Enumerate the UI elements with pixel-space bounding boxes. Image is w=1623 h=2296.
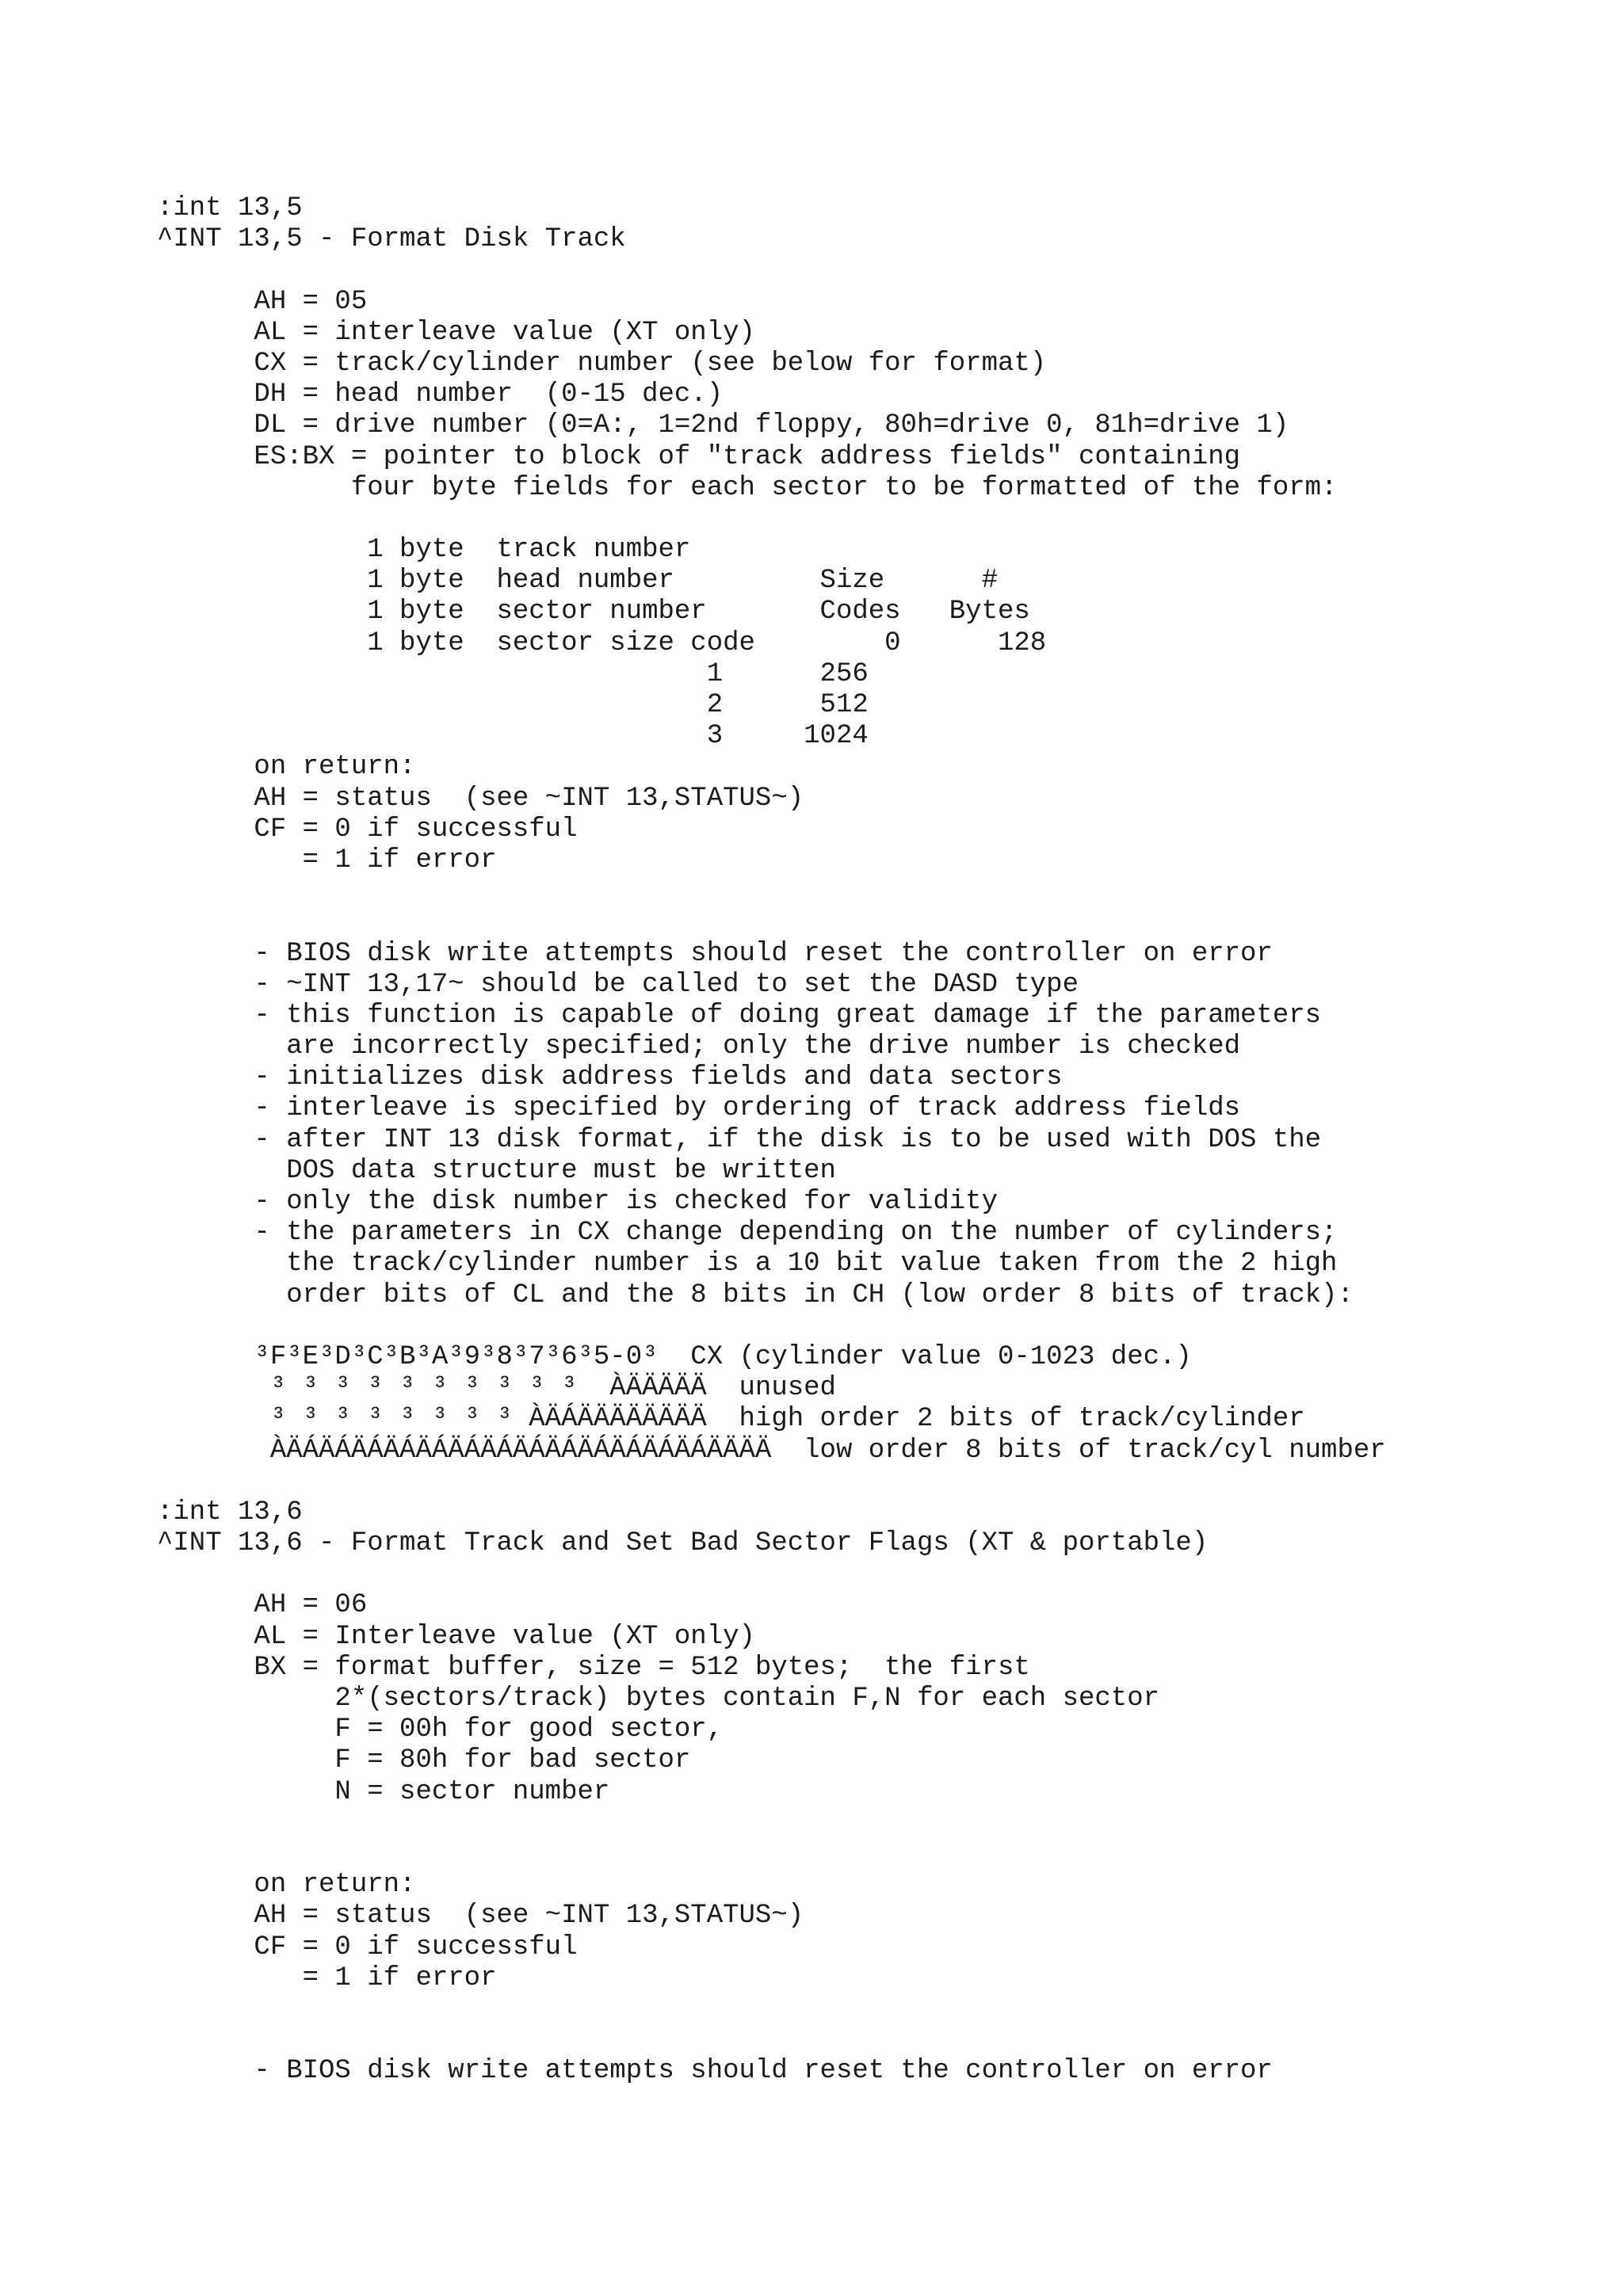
doc-line: :int 13,5 <box>157 193 303 223</box>
doc-line: 1 byte head number Size # <box>157 566 998 597</box>
doc-line: on return: <box>157 752 416 783</box>
doc-line: four byte fields for each sector to be formatted of the form: <box>157 472 1338 503</box>
doc-line: F = 00h for good sector, <box>157 1714 724 1745</box>
doc-line: AH = 05 <box>157 286 368 317</box>
doc-line: CX = track/cylinder number (see below for format) <box>157 348 1047 379</box>
doc-line: CF = 0 if successful <box>157 814 578 845</box>
doc-line <box>157 504 1386 535</box>
doc-line: 2 512 <box>157 690 869 720</box>
doc-line: ³ ³ ³ ³ ³ ³ ³ ³ ÀÄÁÄÄÄÄÄÄÄÄ high order 2 bits of track/cylinder <box>157 1404 1305 1435</box>
doc-line <box>157 1808 1386 1839</box>
doc-line <box>157 255 1386 286</box>
doc-line: N = sector number <box>157 1776 610 1807</box>
doc-line: - interleave is specified by ordering of track address fields <box>157 1093 1241 1124</box>
doc-line: F = 80h for bad sector <box>157 1745 691 1776</box>
doc-line <box>157 1466 1386 1497</box>
doc-line: - after INT 13 disk format, if the disk is to be used with DOS the <box>157 1124 1322 1155</box>
doc-line <box>157 876 1386 907</box>
doc-line: - only the disk number is checked for validity <box>157 1187 998 1217</box>
doc-line <box>157 2025 1386 2056</box>
doc-line: the track/cylinder number is a 10 bit value taken from the 2 high <box>157 1249 1338 1280</box>
doc-line: ³ ³ ³ ³ ³ ³ ³ ³ ³ ³ ÀÄÄÄÄÄ unused <box>157 1373 836 1404</box>
doc-line: - ~INT 13,17~ should be called to set the DASD type <box>157 969 1079 1000</box>
doc-line: - the parameters in CX change depending on the number of cylinders; <box>157 1218 1338 1249</box>
doc-line: 1 256 <box>157 658 869 689</box>
doc-line: ^INT 13,5 - Format Disk Track <box>157 224 626 255</box>
document-text <box>157 193 1386 2087</box>
doc-line: - BIOS disk write attempts should reset the controller on error <box>157 2056 1273 2087</box>
doc-line: - this function is capable of doing great damage if the parameters <box>157 1000 1322 1031</box>
doc-line: ³F³E³D³C³B³A³9³8³7³6³5-0³ CX (cylinder value 0-1023 dec.) <box>157 1341 1192 1372</box>
doc-line: AL = interleave value (XT only) <box>157 317 755 348</box>
doc-line: BX = format buffer, size = 512 bytes; the first <box>157 1652 1030 1683</box>
doc-line <box>157 1559 1386 1590</box>
doc-line: on return: <box>157 1870 416 1901</box>
doc-line: order bits of CL and the 8 bits in CH (low order 8 bits of track): <box>157 1280 1354 1310</box>
doc-line <box>157 907 1386 938</box>
doc-line: are incorrectly specified; only the drive number is checked <box>157 1032 1241 1062</box>
doc-line: :int 13,6 <box>157 1497 303 1527</box>
doc-line: = 1 if error <box>157 1962 497 1993</box>
doc-line: AL = Interleave value (XT only) <box>157 1621 755 1652</box>
doc-line: 1 byte sector number Codes Bytes <box>157 597 1030 627</box>
doc-line <box>157 1311 1386 1342</box>
doc-line: = 1 if error <box>157 845 497 875</box>
doc-line: AH = 06 <box>157 1590 368 1621</box>
doc-line: 1 byte track number <box>157 535 691 566</box>
doc-line: AH = status (see ~INT 13,STATUS~) <box>157 1901 804 1932</box>
doc-line: ES:BX = pointer to block of "track address fields" containing <box>157 441 1241 472</box>
doc-line <box>157 1994 1386 2025</box>
doc-line: - BIOS disk write attempts should reset the controller on error <box>157 938 1273 969</box>
doc-line: 2*(sectors/track) bytes contain F,N for each sector <box>157 1684 1160 1714</box>
doc-line: DOS data structure must be written <box>157 1155 836 1186</box>
doc-line: DH = head number (0-15 dec.) <box>157 379 724 410</box>
doc-line: AH = status (see ~INT 13,STATUS~) <box>157 783 804 814</box>
doc-line: CF = 0 if successful <box>157 1932 578 1962</box>
doc-line: DL = drive number (0=A:, 1=2nd floppy, 80h=drive 0, 81h=drive 1) <box>157 410 1289 441</box>
doc-line <box>157 1839 1386 1870</box>
doc-line: ^INT 13,6 - Format Track and Set Bad Sector Flags (XT & portable) <box>157 1528 1209 1559</box>
doc-line: ÀÄÁÄÁÄÁÄÁÄÁÄÁÄÁÄÁÄÁÄÁÄÁÄÁÄÁÄÄÄÄ low order 8 bits of track/cyl number <box>157 1435 1386 1466</box>
doc-line: 3 1024 <box>157 721 869 752</box>
doc-line: 1 byte sector size code 0 128 <box>157 627 1047 658</box>
doc-line: - initializes disk address fields and data sectors <box>157 1062 1063 1093</box>
